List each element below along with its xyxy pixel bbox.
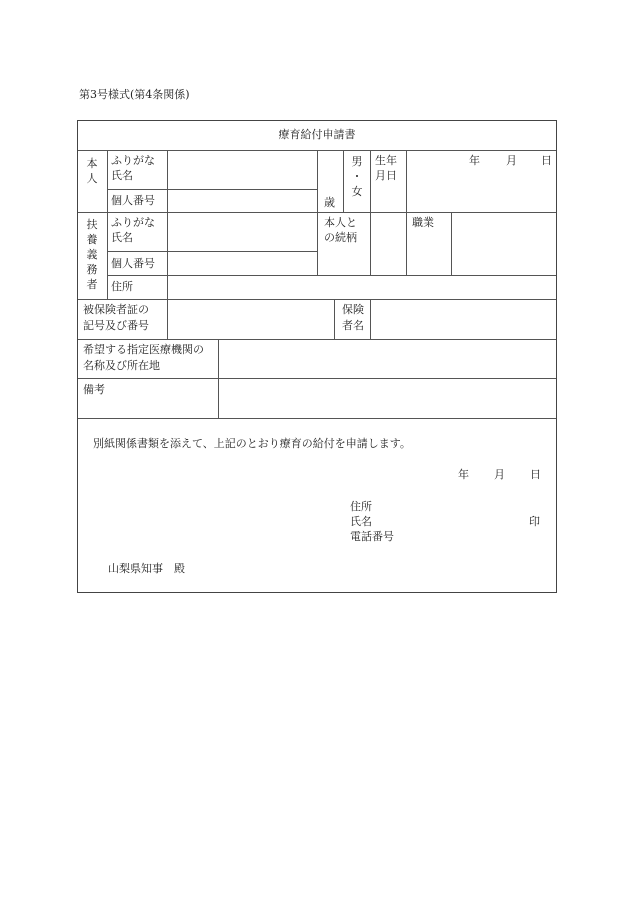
applicant-section-label: 本 人 [86, 157, 98, 185]
institution-bottom-line [78, 378, 556, 379]
remarks-label: 備考 [83, 383, 105, 396]
applicant-furigana-label: ふりがな [111, 154, 155, 167]
birth-year-label: 年 [469, 154, 480, 167]
birth-label-line2: 月日 [375, 169, 397, 182]
guardian-address-divider [167, 275, 556, 276]
section-label-divider [107, 150, 108, 299]
insurance-cert-label-line2: 記号及び番号 [83, 319, 149, 332]
name-age-divider [317, 150, 318, 275]
insurance-cert-label-line1: 被保険者証の [83, 303, 149, 316]
applicant-name-label: 氏名 [111, 169, 133, 182]
declaration-month-label: 月 [494, 468, 505, 481]
birth-day-label: 日 [541, 154, 552, 167]
insurer-label-right [370, 299, 371, 339]
guardian-bottom-line [78, 299, 556, 300]
relation-label-line1: 本人と [324, 216, 357, 229]
phone-label: 電話番号 [350, 530, 394, 543]
applicant-signature-name-label: 氏名 [350, 515, 372, 528]
insurer-label-line1: 保険 [342, 303, 364, 316]
sex-birth-divider [370, 150, 371, 275]
form-number: 第3号様式(第4条関係) [79, 88, 190, 101]
institution-label-divider [218, 339, 219, 418]
birth-label-line1: 生年 [375, 154, 397, 167]
form-title: 療育給付申請書 [278, 128, 356, 141]
declaration-year-label: 年 [458, 468, 469, 481]
birth-month-label: 月 [506, 154, 517, 167]
guardian-address-label: 住所 [111, 280, 133, 293]
insurer-label-left [334, 299, 335, 339]
occupation-label: 職業 [412, 216, 434, 229]
applicant-address-label: 住所 [350, 500, 372, 513]
guardian-name-label: 氏名 [111, 231, 133, 244]
seal-mark: 印 [529, 515, 540, 528]
label-value-divider [167, 150, 168, 339]
declaration-day-label: 日 [530, 468, 541, 481]
birth-date-divider [406, 150, 407, 275]
guardian-name-divider [107, 251, 317, 252]
sex-choice: 男 ・ 女 [351, 155, 363, 198]
age-unit: 歳 [324, 196, 335, 209]
relation-label-line2: の続柄 [324, 231, 357, 244]
applicant-name-divider [107, 189, 317, 190]
applicant-personal-number-label: 個人番号 [111, 194, 155, 207]
remarks-bottom-line [78, 418, 556, 419]
guardian-furigana-label: ふりがな [111, 216, 155, 229]
occupation-label-left [451, 212, 452, 275]
institution-label-line1: 希望する指定医療機関の [83, 343, 204, 356]
insurer-label-line2: 者名 [342, 319, 364, 332]
declaration-text: 別紙関係書類を添えて、上記のとおり療育の給付を申請します。 [93, 437, 411, 450]
insurance-bottom-line [78, 339, 556, 340]
institution-label-line2: 名称及び所在地 [83, 359, 160, 372]
guardian-personal-number-label: 個人番号 [111, 257, 155, 270]
addressee: 山梨県知事 殿 [108, 562, 185, 575]
application-form [77, 120, 557, 593]
guardian-section-label: 扶 養 義 務 者 [86, 218, 98, 291]
age-sex-divider [343, 150, 344, 212]
